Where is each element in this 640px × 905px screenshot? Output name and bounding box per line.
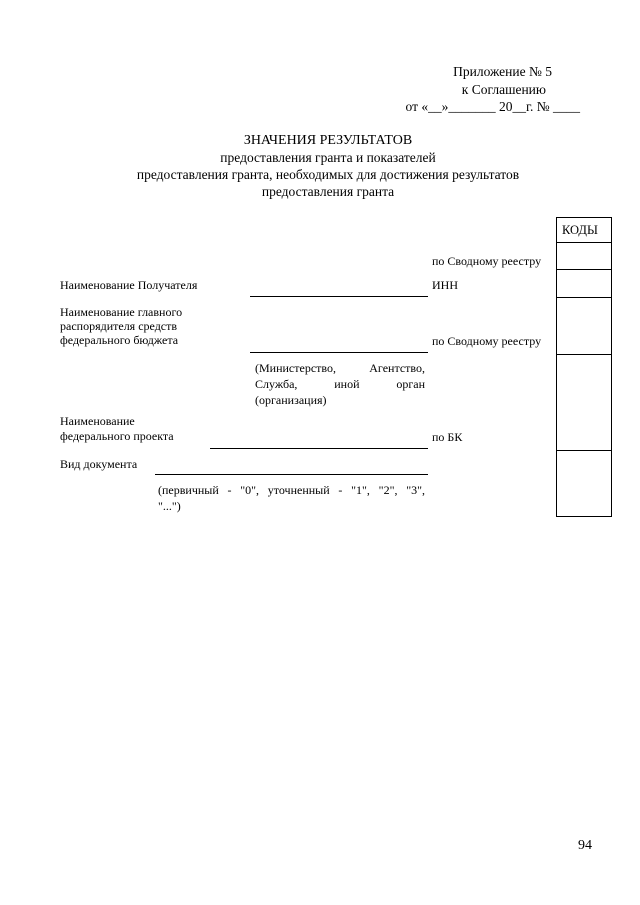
recipient-label: Наименование Получателя — [60, 278, 198, 292]
manager-label-3: федерального бюджета — [60, 333, 179, 347]
doctype-field-line — [155, 474, 428, 475]
registry-label-2: по Сводному реестру — [432, 334, 542, 348]
manager-field-line — [250, 352, 428, 353]
doctype-hint-1: (первичный - "0", уточненный - "1", "2", "3", — [158, 483, 425, 497]
title-sub-1: предоставления гранта и показателей — [220, 150, 436, 165]
inn-label: ИНН — [432, 278, 458, 292]
manager-hint-2: Служба, иной орган — [255, 377, 425, 391]
bk-label: по БК — [432, 430, 463, 444]
codes-table — [556, 217, 612, 517]
codes-header: КОДЫ — [562, 223, 598, 237]
code-cell-inn — [557, 269, 611, 270]
code-cell-manager-hint — [557, 354, 611, 355]
project-field-line — [210, 448, 428, 449]
title-sub-3: предоставления гранта — [261, 184, 395, 199]
appendix-line-2: к Соглашению — [461, 82, 546, 97]
appendix-line-3: от «__»_______ 20__г. № ____ — [405, 99, 580, 114]
code-cell-registry-2 — [557, 297, 611, 298]
project-label-2: федерального проекта — [60, 429, 174, 443]
manager-hint-3: (организация) — [255, 393, 327, 407]
manager-label-2: распорядителя средств — [60, 319, 178, 333]
doctype-hint-2: "...") — [158, 499, 181, 513]
project-label-1: Наименование — [60, 414, 135, 428]
title-sub-2: предоставления гранта, необходимых для достижения результатов — [136, 167, 520, 182]
doctype-label: Вид документа — [60, 457, 138, 471]
registry-label-1: по Сводному реестру — [432, 254, 542, 268]
appendix-line-1: Приложение № 5 — [453, 64, 552, 79]
page-title: ЗНАЧЕНИЯ РЕЗУЛЬТАТОВ — [243, 133, 413, 148]
code-cell-registry — [557, 242, 611, 243]
code-cell-doctype — [557, 450, 611, 451]
doctype-hint — [158, 482, 425, 514]
manager-hint — [255, 360, 425, 408]
recipient-field-line — [250, 296, 428, 297]
page-number: 94 — [578, 838, 592, 853]
manager-label-1: Наименование главного — [60, 305, 183, 319]
manager-hint-1: (Министерство, Агентство, — [255, 361, 425, 375]
